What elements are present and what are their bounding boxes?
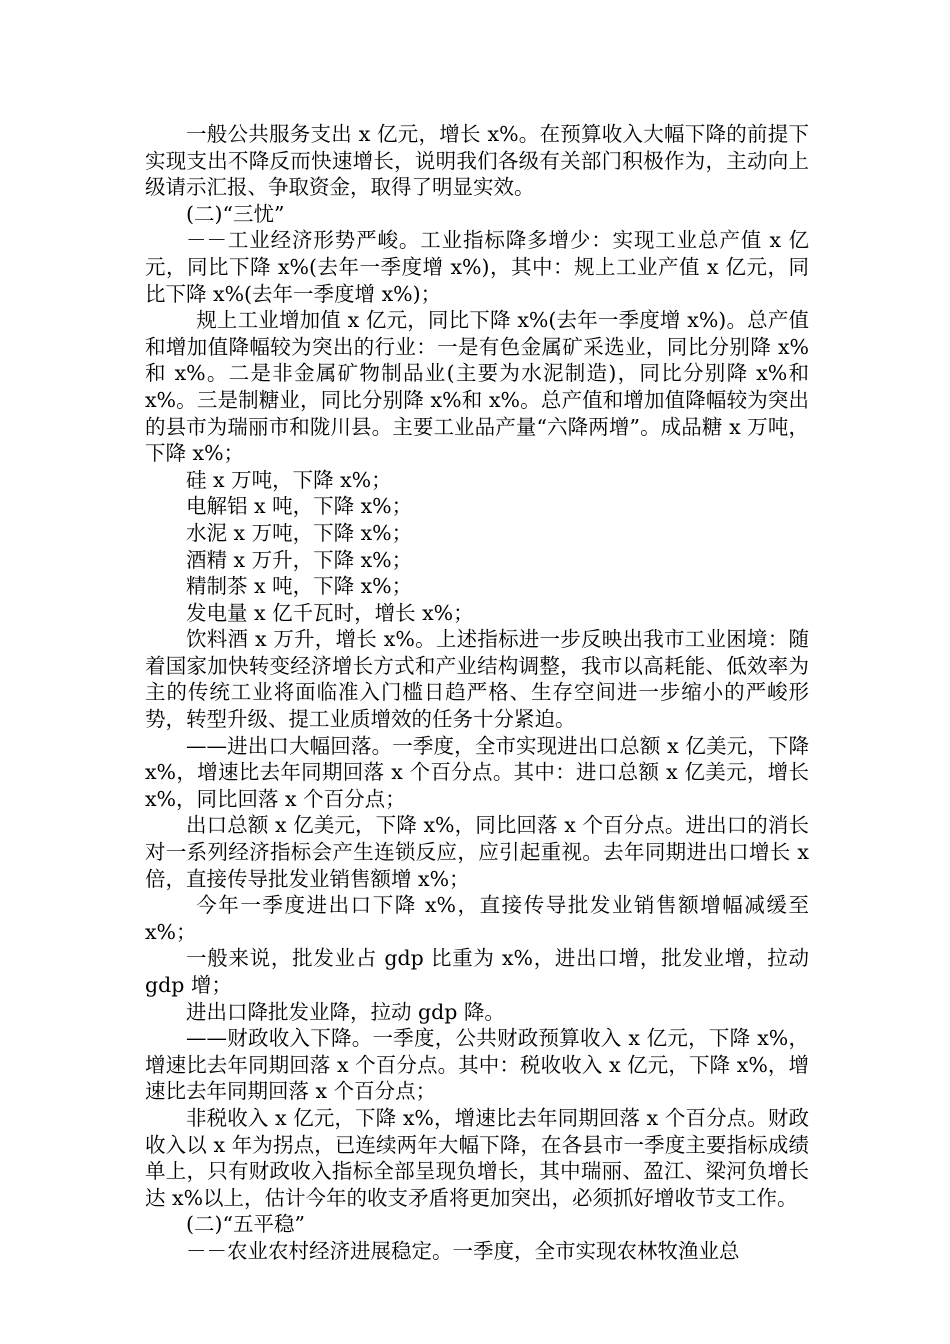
list-item-power-generation: 发电量 x 亿千瓦时，增长 x%； [186,600,474,625]
paragraph-export-total: 出口总额 x 亿美元，下降 x%，同比回落 x 个百分点。进出口的消长对一系列经济指标会产生连锁反应，应引起重视。去年同期进出口增长 x 倍，直接传导批发业销售额增 x%； [145,813,809,891]
paragraph-non-tax-revenue: 非税收入 x 亿元，下降 x%，增速比去年同期回落 x 个百分点。财政收入以 x 年为拐点，已连续两年大幅下降，在各县市一季度主要指标成绩单上，只有财政收入指标全部呈现负增长，其中瑞丽、盈江、梁河负增长达 x%以上，估计今年的收支矛盾将更加突出，必须抓好增收节支工作。 [145,1105,809,1210]
paragraph-public-service-spending: 一般公共服务支出 x 亿元，增长 x%。在预算收入大幅下降的前提下实现支出不降反而快速增长，说明我们各级有关部门积极作为，主动向上级请示汇报、争取资金，取得了明显实效。 [145,122,809,200]
list-item-refined-tea: 精制茶 x 吨，下降 x%； [186,574,413,599]
paragraph-import-export-gdp-drag: 进出口降批发业降，拉动 gdp 降。 [186,999,505,1024]
list-item-electrolytic-aluminum: 电解铝 x 吨，下降 x%； [186,494,413,519]
paragraph-agriculture-rural-economy: －－农业农村经济进展稳定。一季度，全市实现农林牧渔业总 [186,1238,740,1263]
section-heading-five-stable: (二)“五平稳” [186,1212,305,1237]
paragraph-fiscal-revenue-decline: ——财政收入下降。一季度，公共财政预算收入 x 亿元，下降 x%，增速比去年同期回落 x 个百分点。其中：税收收入 x 亿元，下降 x%，增速比去年同期回落 x 个百分点； [145,1026,809,1104]
section-heading-three-worries: (二)“三忧” [186,201,285,226]
paragraph-first-quarter-import-export: 今年一季度进出口下降 x%，直接传导批发业销售额增幅减缓至 x%； [145,893,809,944]
list-item-silicon: 硅 x 万吨，下降 x%； [186,467,392,492]
paragraph-industrial-value-added: 规上工业增加值 x 亿元，同比下降 x%(去年一季度增 x%)。总产值和增加值降幅较为突出的行业：一是有色金属矿采选业，同比分别降 x%和 x%。二是非金属矿物制品业(主要为水泥制造)，同比分别降 x%和 x%。三是制糖业，同比分别降 x%和 x%。总产值和增加值降幅较为突出的县市为瑞丽市和陇川县。主要工业品产量“六降两增”。成品糖 x 万吨，下降 x%； [145,308,809,466]
paragraph-import-export-decline: ——进出口大幅回落。一季度，全市实现进出口总额 x 亿美元，下降 x%，增速比去年同期回落 x 个百分点。其中：进口总额 x 亿美元，增长 x%，同比回落 x 个百分点； [145,733,809,811]
list-item-alcohol: 酒精 x 万升，下降 x%； [186,547,413,572]
list-item-cement: 水泥 x 万吨，下降 x%； [186,520,413,545]
paragraph-wholesale-share-gdp: 一般来说，批发业占 gdp 比重为 x%，进出口增，批发业增，拉动 gdp 增； [145,946,809,997]
paragraph-beverage-wine-and-industrial-difficulty: 饮料酒 x 万升，增长 x%。上述指标进一步反映出我市工业困境：随着国家加快转变经济增长方式和产业结构调整，我市以高耗能、低效率为主的传统工业将面临准入门槛日趋严格、生存空间进一步缩小的严峻形势，转型升级、提工业质增效的任务十分紧迫。 [145,627,809,732]
paragraph-industrial-economy: －－工业经济形势严峻。工业指标降多增少：实现工业总产值 x 亿元，同比下降 x%(去年一季度增 x%)，其中：规上工业产值 x 亿元，同比下降 x%(去年一季度增 x%)； [145,228,809,306]
document-body [145,121,809,1265]
